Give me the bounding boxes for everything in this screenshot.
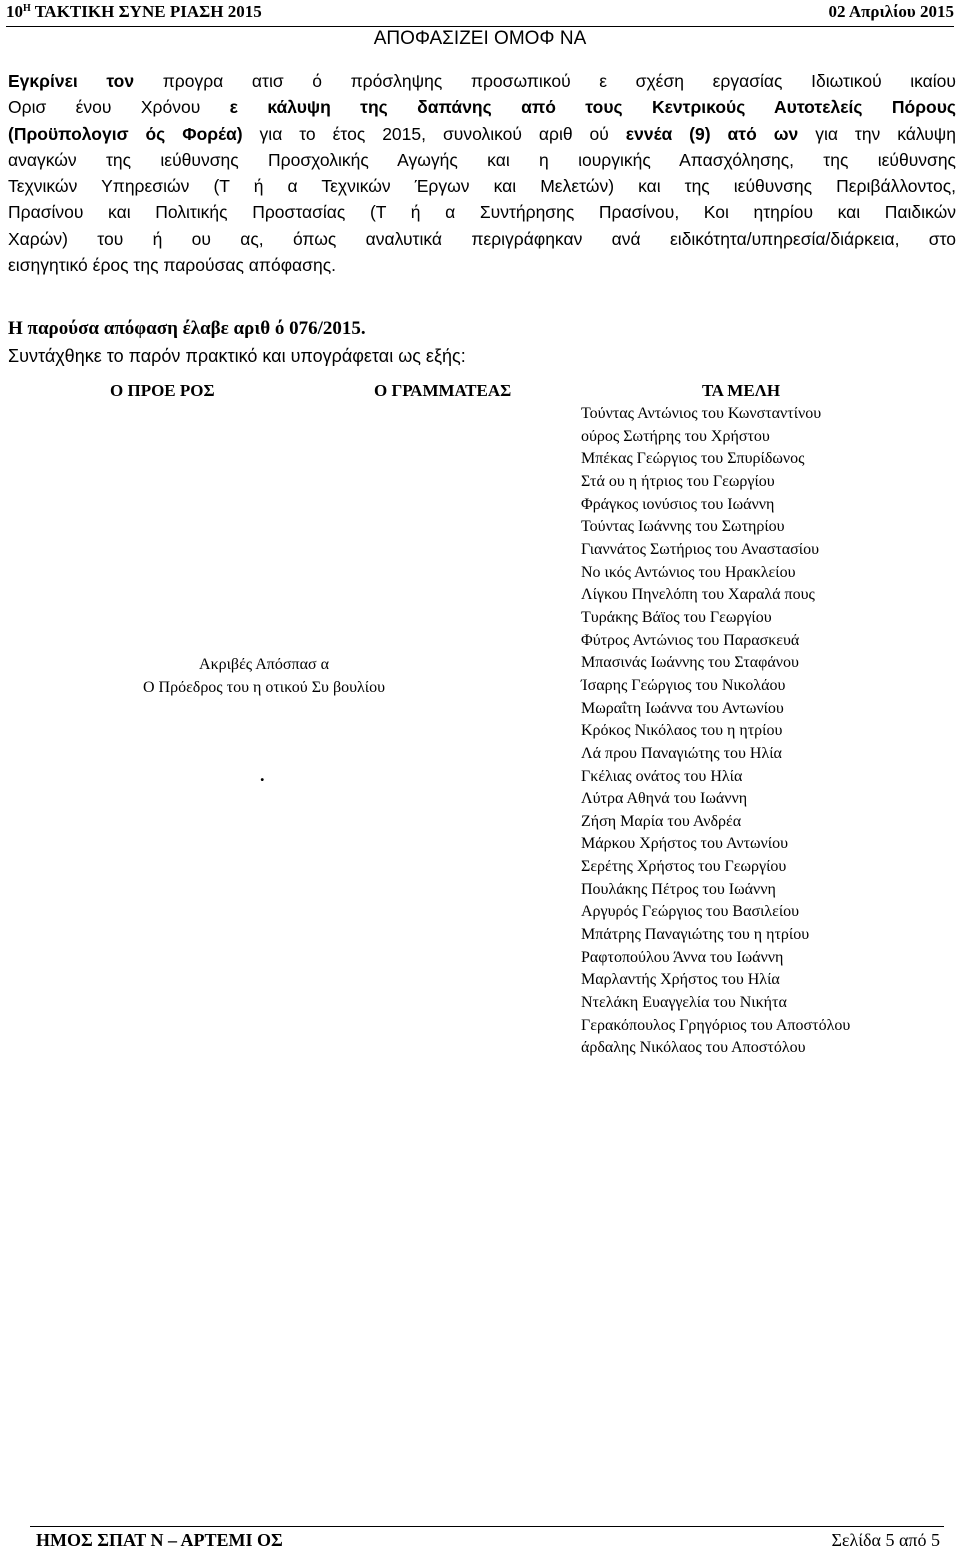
member-item: Τυράκης Βάϊος του Γεωργίου <box>581 608 772 626</box>
member-item: Φράγκος ιονύσιος του Ιωάννη <box>581 495 775 513</box>
line-3-end: για την κάλυψη <box>798 123 957 144</box>
decision-paragraph <box>8 68 956 278</box>
member-item: Τούντας Ιωάννης του Σωτηρίου <box>581 518 785 536</box>
session-label: ΤΑΚΤΙΚΗ ΣΥΝΕ ΡΙΑΣΗ 2015 <box>34 2 262 21</box>
member-item: Στά ου η ήτριος του Γεωργίου <box>581 472 775 490</box>
header-session <box>6 2 262 22</box>
paragraph-line-4: αναγκών της ιεύθυνσης Προσχολικής Αγωγής και η ιουργικής Απασχόλησης, της ιεύθυνσης <box>8 149 956 170</box>
decision-number: Η παρούσα απόφαση έλαβε αριθ ό 076/2015. <box>8 318 366 339</box>
line-2-text: Ορισ ένου Χρόνου <box>8 97 230 118</box>
member-item: ούρος Σωτήρης του Χρήστου <box>581 427 770 445</box>
council-president-label: Ο Πρόεδρος του η οτικού Συ βουλίου <box>142 679 386 696</box>
member-item: Λίγκου Πηνελόπη του Χαραλά πους <box>581 586 815 604</box>
exact-copy-label: Ακριβές Απόσπασ α <box>199 656 329 673</box>
member-item: Λά πρου Παναγιώτης του Ηλία <box>581 744 782 762</box>
member-item: Ραφτοπούλου Άννα του Ιωάννη <box>581 948 784 966</box>
member-item: Ντελάκη Ευαγγελία του Νικήτα <box>581 994 787 1012</box>
member-item: Νο ικός Αντώνιος του Ηρακλείου <box>581 563 796 581</box>
paragraph-line-3 <box>8 121 956 147</box>
footer-municipality: ΗΜΟΣ ΣΠΑΤ Ν – ΑΡΤΕΜΙ ΟΣ <box>36 1530 283 1550</box>
secretary-label: Ο ΓΡΑΜΜΑΤΕΑΣ <box>374 381 512 400</box>
members-label: ΤΑ ΜΕΛΗ <box>702 381 781 400</box>
member-item: Μωραΐτη Ιωάννα του Αντωνίου <box>581 699 784 717</box>
member-item: Ζήση Μαρία του Ανδρέα <box>581 812 742 830</box>
paragraph-line-6: Πρασίνου και Πολιτικής Προστασίας (Τ ή α Συντήρησης Πρασίνου, Κοι ητηρίου και Παιδικών <box>8 202 956 223</box>
line-3-text: για το έτος 2015, συνολικού αριθ ού <box>242 123 626 144</box>
president-label: Ο ΠΡΟΕ ΡΟΣ <box>110 381 215 400</box>
session-sup: Η <box>23 3 31 14</box>
line-2-bold: ε κάλυψη της δαπάνης από τους Κεντρικούς Αυτοτελείς Πόρους <box>229 97 957 118</box>
member-item: Σερέτης Χρήστος του Γεωργίου <box>581 858 787 876</box>
member-item: Μάρκου Χρήστος του Αντωνίου <box>581 835 789 853</box>
member-item: Αργυρός Γεώργιος του Βασιλείου <box>581 903 800 921</box>
member-item: Λύτρα Αθηνά του Ιωάννη <box>581 790 748 808</box>
line-3-bold: (Προϋπολογισ ός Φορέα) <box>8 123 243 144</box>
member-item: Γερακόπουλος Γρηγόριος του Αποστόλου <box>581 1016 851 1034</box>
header-date: 02 Απριλίου 2015 <box>828 2 954 21</box>
session-number: 10 <box>6 2 23 21</box>
line-3-count: εννέα (9) ατό ων <box>625 123 799 144</box>
member-item: Τούντας Αντώνιος του Κωνσταντίνου <box>581 405 822 422</box>
member-item: Μαρλαντής Χρήστος του Ηλία <box>581 971 780 989</box>
member-item: άρδαλης Νικόλαος του Αποστόλου <box>581 1039 806 1057</box>
line-1-text: προγρα ατισ ό πρόσληψης προσωπικού ε σχέση εργασίας Ιδιωτικού ικαίου <box>134 71 956 91</box>
signature-dot: . <box>260 765 265 785</box>
member-item: Μπασινάς Ιωάννης του Σταφάνου <box>581 654 799 672</box>
member-item: Ίσαρης Γεώργιος του Νικολάου <box>581 676 786 694</box>
member-item: Γκέλιας ονάτος του Ηλία <box>581 767 743 785</box>
paragraph-line-7: Χαρών) του ή ου ας, όπως αναλυτικά περιγράφηκαν ανά ειδικότητα/υπηρεσία/διάρκεια, στο <box>8 228 956 249</box>
paragraph-line-8: εισηγητικό έρος της παρούσας απόφασης. <box>8 255 336 276</box>
member-item: Φύτρος Αντώνιος του Παρασκευά <box>581 631 800 649</box>
paragraph-line-2 <box>8 94 956 120</box>
member-item: Κρόκος Νικόλαος του η ητρίου <box>581 722 783 740</box>
signed-statement: Συντάχθηκε το παρόν πρακτικό και υπογράφεται ως εξής: <box>8 346 466 366</box>
paragraph-line-5: Τεχνικών Υπηρεσιών (Τ ή α Τεχνικών Έργων και Μελετών) και της ιεύθυνσης Περιβάλλοντος, <box>8 176 956 197</box>
paragraph-line-1 <box>8 68 956 94</box>
header-divider <box>6 26 954 27</box>
member-item: Γιαννάτος Σωτήριος του Αναστασίου <box>581 540 819 558</box>
approves-text: Εγκρίνει τον <box>8 71 135 91</box>
member-item: Μπάτρης Παναγιώτης του η ητρίου <box>581 926 810 944</box>
page-title: ΑΠΟΦΑΣΙΖΕΙ ΟΜΟΦ ΝΑ <box>373 28 587 49</box>
footer-page-number: Σελίδα 5 από 5 <box>831 1530 940 1550</box>
member-item: Μπέκας Γεώργιος του Σπυρίδωνος <box>581 450 805 468</box>
footer-divider <box>30 1526 944 1527</box>
members-list <box>581 403 850 1060</box>
member-item: Πουλάκης Πέτρος του Ιωάννη <box>581 880 776 898</box>
exact-copy-block <box>0 653 528 699</box>
